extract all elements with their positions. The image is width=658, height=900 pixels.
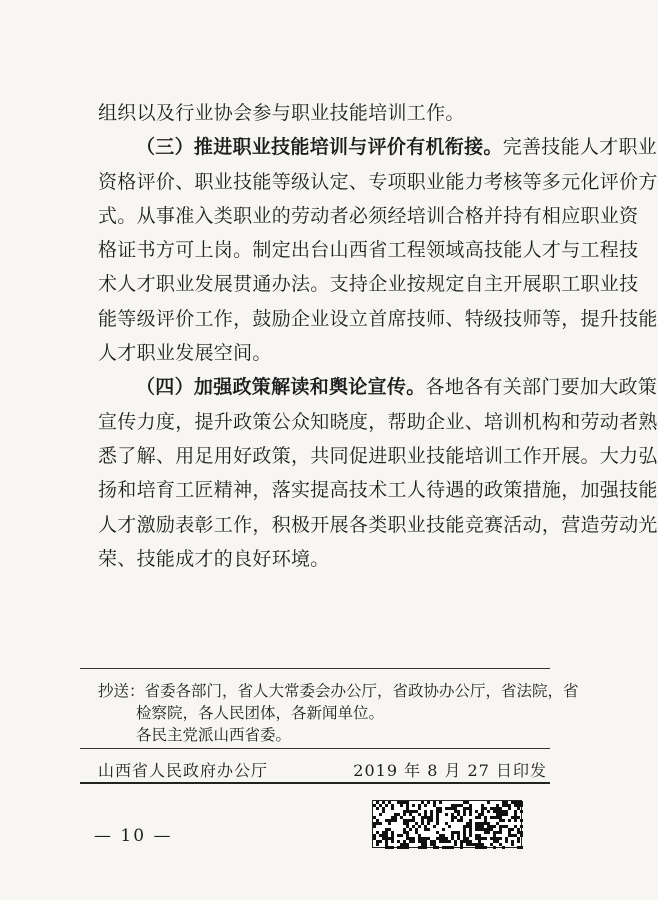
section-3-heading: （三）推进职业技能培训与评价有机衔接。 xyxy=(136,136,503,159)
section-3-first-line xyxy=(98,130,658,164)
body-line: 人才职业发展空间。 xyxy=(98,342,272,365)
barcode-image xyxy=(372,800,522,848)
body-line: 格证书方可上岗。制定出台山西省工程领域高技能人才与工程技 xyxy=(98,239,639,262)
section-4-heading: （四）加强政策解读和舆论宣传。 xyxy=(136,376,426,399)
cc-line-1: 省委各部门，省人大常委会办公厅，省政协办公厅，省法院，省 xyxy=(144,682,579,700)
cc-line-3: 各民主党派山西省委。 xyxy=(136,726,292,744)
barcode-icon xyxy=(373,801,521,847)
body-line: 宣传力度，提升政策公众知晓度，帮助企业、培训机构和劳动者熟 xyxy=(98,410,658,433)
page-number: — 10 — xyxy=(94,826,173,846)
body-line: 术人才职业发展贯通办法。支持企业按规定自主开展职工职业技 xyxy=(98,273,639,296)
body-line: 扬和培育工匠精神，落实提高技术工人待遇的政策措施，加强技能 xyxy=(98,479,658,502)
cc-line-2: 检察院，各人民团体，各新闻单位。 xyxy=(136,704,385,722)
cc-label: 抄送： xyxy=(98,682,145,700)
section-4-text: 各地各有关部门要加大政策 xyxy=(425,376,658,399)
body-text xyxy=(98,96,658,576)
body-line: 能等级评价工作，鼓励企业设立首席技师、特级技师等，提升技能 xyxy=(98,307,658,330)
cc-bottom-rule xyxy=(80,748,550,749)
cc-top-rule xyxy=(80,668,550,669)
body-line: 式。从事准入类职业的劳动者必须经培训合格并持有相应职业资 xyxy=(98,204,639,227)
body-line: 组织以及行业协会参与职业技能培训工作。 xyxy=(98,102,465,124)
footer-rule xyxy=(80,782,550,784)
body-line: 资格评价、职业技能等级认定、专项职业能力考核等多元化评价方 xyxy=(98,170,658,193)
print-date: 2019 年 8 月 27 日印发 xyxy=(353,761,547,780)
section-3-text: 完善技能人才职业 xyxy=(502,136,658,159)
issuer: 山西省人民政府办公厅 xyxy=(98,761,269,780)
body-line: 人才激励表彰工作，积极开展各类职业技能竞赛活动，营造劳动光 xyxy=(98,513,658,536)
body-line: 悉了解、用足用好政策，共同促进职业技能培训工作开展。大力弘 xyxy=(98,444,658,467)
body-line: 荣、技能成才的良好环境。 xyxy=(98,547,330,570)
cc-block xyxy=(98,680,579,746)
section-4-first-line xyxy=(98,370,658,404)
